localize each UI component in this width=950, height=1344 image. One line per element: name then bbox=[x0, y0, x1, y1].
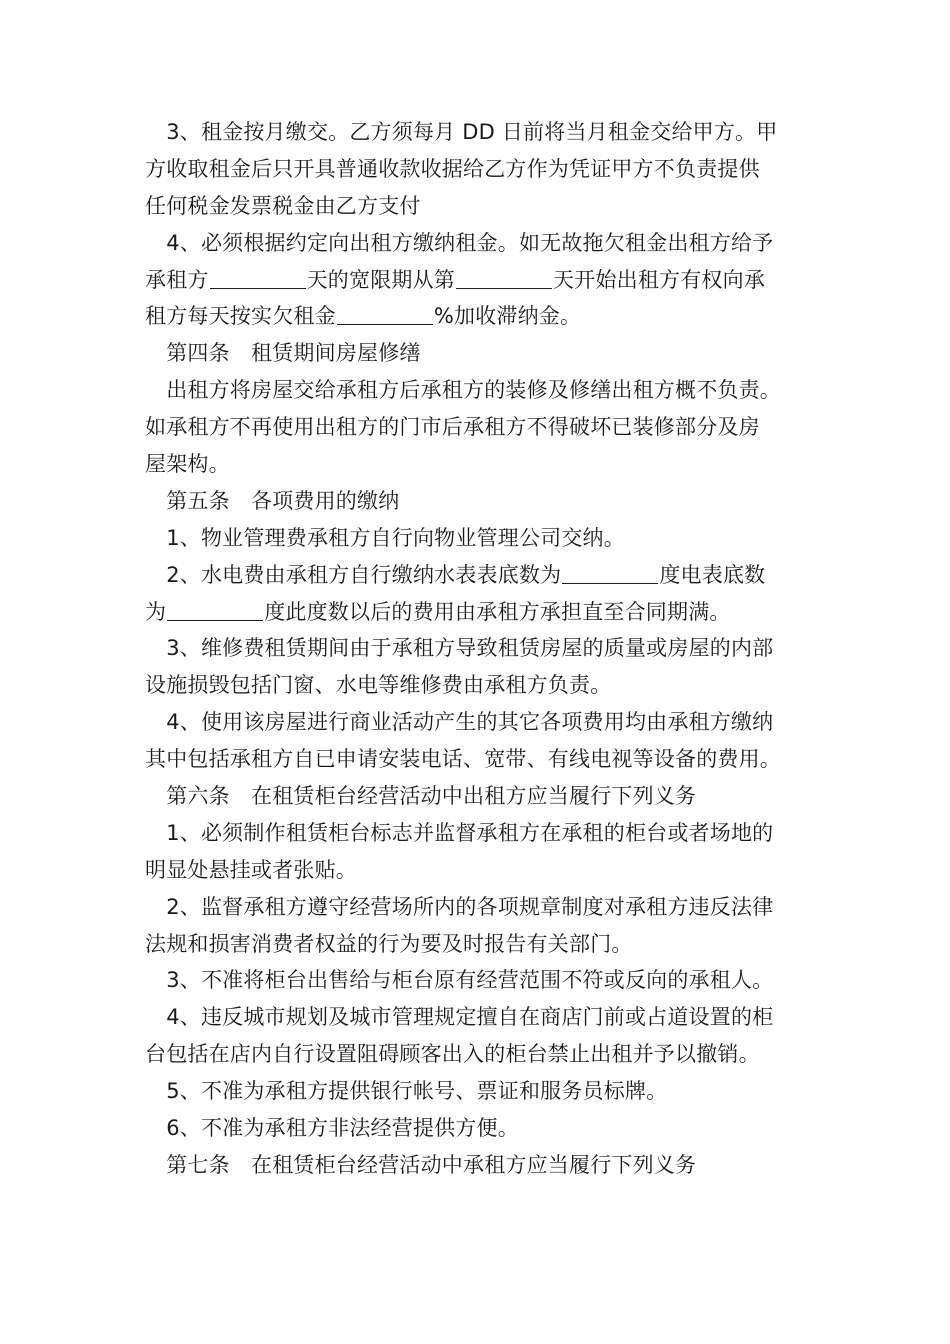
fill-in-blank bbox=[167, 598, 263, 621]
line-text: 4、必须根据约定向出租方缴纳租金。如无故拖欠租金出租方给予 bbox=[145, 230, 774, 255]
line-text: 1、物业管理费承租方自行向物业管理公司交纳。 bbox=[145, 525, 625, 550]
text-line bbox=[145, 520, 810, 557]
text-line bbox=[145, 889, 810, 926]
text-line bbox=[145, 741, 810, 778]
line-text: 承租方 bbox=[145, 267, 209, 292]
line-text: 第六条 在租赁柜台经营活动中出租方应当履行下列义务 bbox=[145, 784, 697, 809]
text-line bbox=[145, 704, 810, 741]
line-text: 3、租金按月缴交。乙方须每月 DD 日前将当月租金交给甲方。甲 bbox=[145, 120, 778, 144]
fill-in-blank bbox=[337, 302, 433, 325]
text-line bbox=[145, 815, 810, 852]
line-text: 天开始出租方有权向承 bbox=[553, 267, 766, 292]
line-text: 为 bbox=[145, 599, 167, 624]
line-text: 度电表底数 bbox=[659, 562, 766, 587]
line-text: 如承租方不再使用出租方的门市后承租方不得破坏已装修部分及房 bbox=[145, 415, 760, 440]
fill-in-blank bbox=[456, 266, 552, 289]
line-text: 其中包括承租方自已申请安装电话、宽带、有线电视等设备的费用。 bbox=[145, 747, 781, 772]
text-line bbox=[145, 225, 810, 262]
text-line bbox=[145, 114, 810, 151]
fill-in-blank bbox=[562, 561, 658, 584]
line-text: 租方每天按实欠租金 bbox=[145, 304, 336, 329]
text-line bbox=[145, 594, 810, 631]
text-line bbox=[145, 298, 810, 335]
line-text: 第四条 租赁期间房屋修缮 bbox=[145, 341, 421, 366]
line-text: 任何税金发票税金由乙方支付 bbox=[145, 193, 421, 218]
line-text: 台包括在店内自行设置阻碍顾客出入的柜台禁止出租并予以撤销。 bbox=[145, 1042, 760, 1067]
line-text: 4、违反城市规划及城市管理规定擅自在商店门前或占道设置的柜 bbox=[145, 1005, 774, 1030]
text-line bbox=[145, 667, 810, 704]
line-text: 2、监督承租方遵守经营场所内的各项规章制度对承租方违反法律 bbox=[145, 894, 774, 919]
line-text: 屋架构。 bbox=[145, 452, 230, 477]
text-line bbox=[145, 557, 810, 594]
text-line bbox=[145, 262, 810, 299]
text-line bbox=[145, 151, 810, 188]
line-text: 5、不准为承租方提供银行帐号、票证和服务员标牌。 bbox=[145, 1079, 668, 1104]
line-text: 第五条 各项费用的缴纳 bbox=[145, 488, 400, 513]
line-text: 6、不准为承租方非法经营提供方便。 bbox=[145, 1116, 519, 1141]
line-text: 1、必须制作租赁柜台标志并监督承租方在承租的柜台或者场地的 bbox=[145, 820, 774, 845]
line-text: 3、维修费租赁期间由于承租方导致租赁房屋的质量或房屋的内部 bbox=[145, 636, 774, 661]
fill-in-blank bbox=[210, 266, 306, 289]
text-line bbox=[145, 335, 810, 372]
text-line bbox=[145, 188, 810, 225]
text-line bbox=[145, 1147, 810, 1184]
text-line bbox=[145, 630, 810, 667]
line-text: 4、使用该房屋进行商业活动产生的其它各项费用均由承租方缴纳 bbox=[145, 710, 774, 735]
line-text: 度此度数以后的费用由承租方承担直至合同期满。 bbox=[264, 599, 731, 624]
text-line bbox=[145, 999, 810, 1036]
text-line bbox=[145, 926, 810, 963]
document-body bbox=[145, 114, 810, 1184]
line-text: 2、水电费由承租方自行缴纳水表表底数为 bbox=[145, 562, 562, 587]
line-text: 方收取租金后只开具普通收款收据给乙方作为凭证甲方不负责提供 bbox=[145, 156, 760, 181]
line-text: 设施损毁包括门窗、水电等维修费由承租方负责。 bbox=[145, 673, 612, 698]
line-text: 3、不准将柜台出售给与柜台原有经营范围不符或反向的承租人。 bbox=[145, 968, 774, 993]
text-line bbox=[145, 446, 810, 483]
line-text: %加收滞纳金。 bbox=[433, 304, 582, 329]
line-text: 出租方将房屋交给承租方后承租方的装修及修缮出租方概不负责。 bbox=[145, 378, 781, 403]
text-line bbox=[145, 1036, 810, 1073]
text-line bbox=[145, 1110, 810, 1147]
text-line bbox=[145, 962, 810, 999]
text-line bbox=[145, 778, 810, 815]
text-line bbox=[145, 483, 810, 520]
text-line bbox=[145, 852, 810, 889]
line-text: 明显处悬挂或者张贴。 bbox=[145, 857, 357, 882]
text-line bbox=[145, 372, 810, 409]
text-line bbox=[145, 409, 810, 446]
line-text: 第七条 在租赁柜台经营活动中承租方应当履行下列义务 bbox=[145, 1152, 697, 1177]
line-text: 法规和损害消费者权益的行为要及时报告有关部门。 bbox=[145, 931, 633, 956]
text-line bbox=[145, 1073, 810, 1110]
line-text: 天的宽限期从第 bbox=[306, 267, 456, 292]
